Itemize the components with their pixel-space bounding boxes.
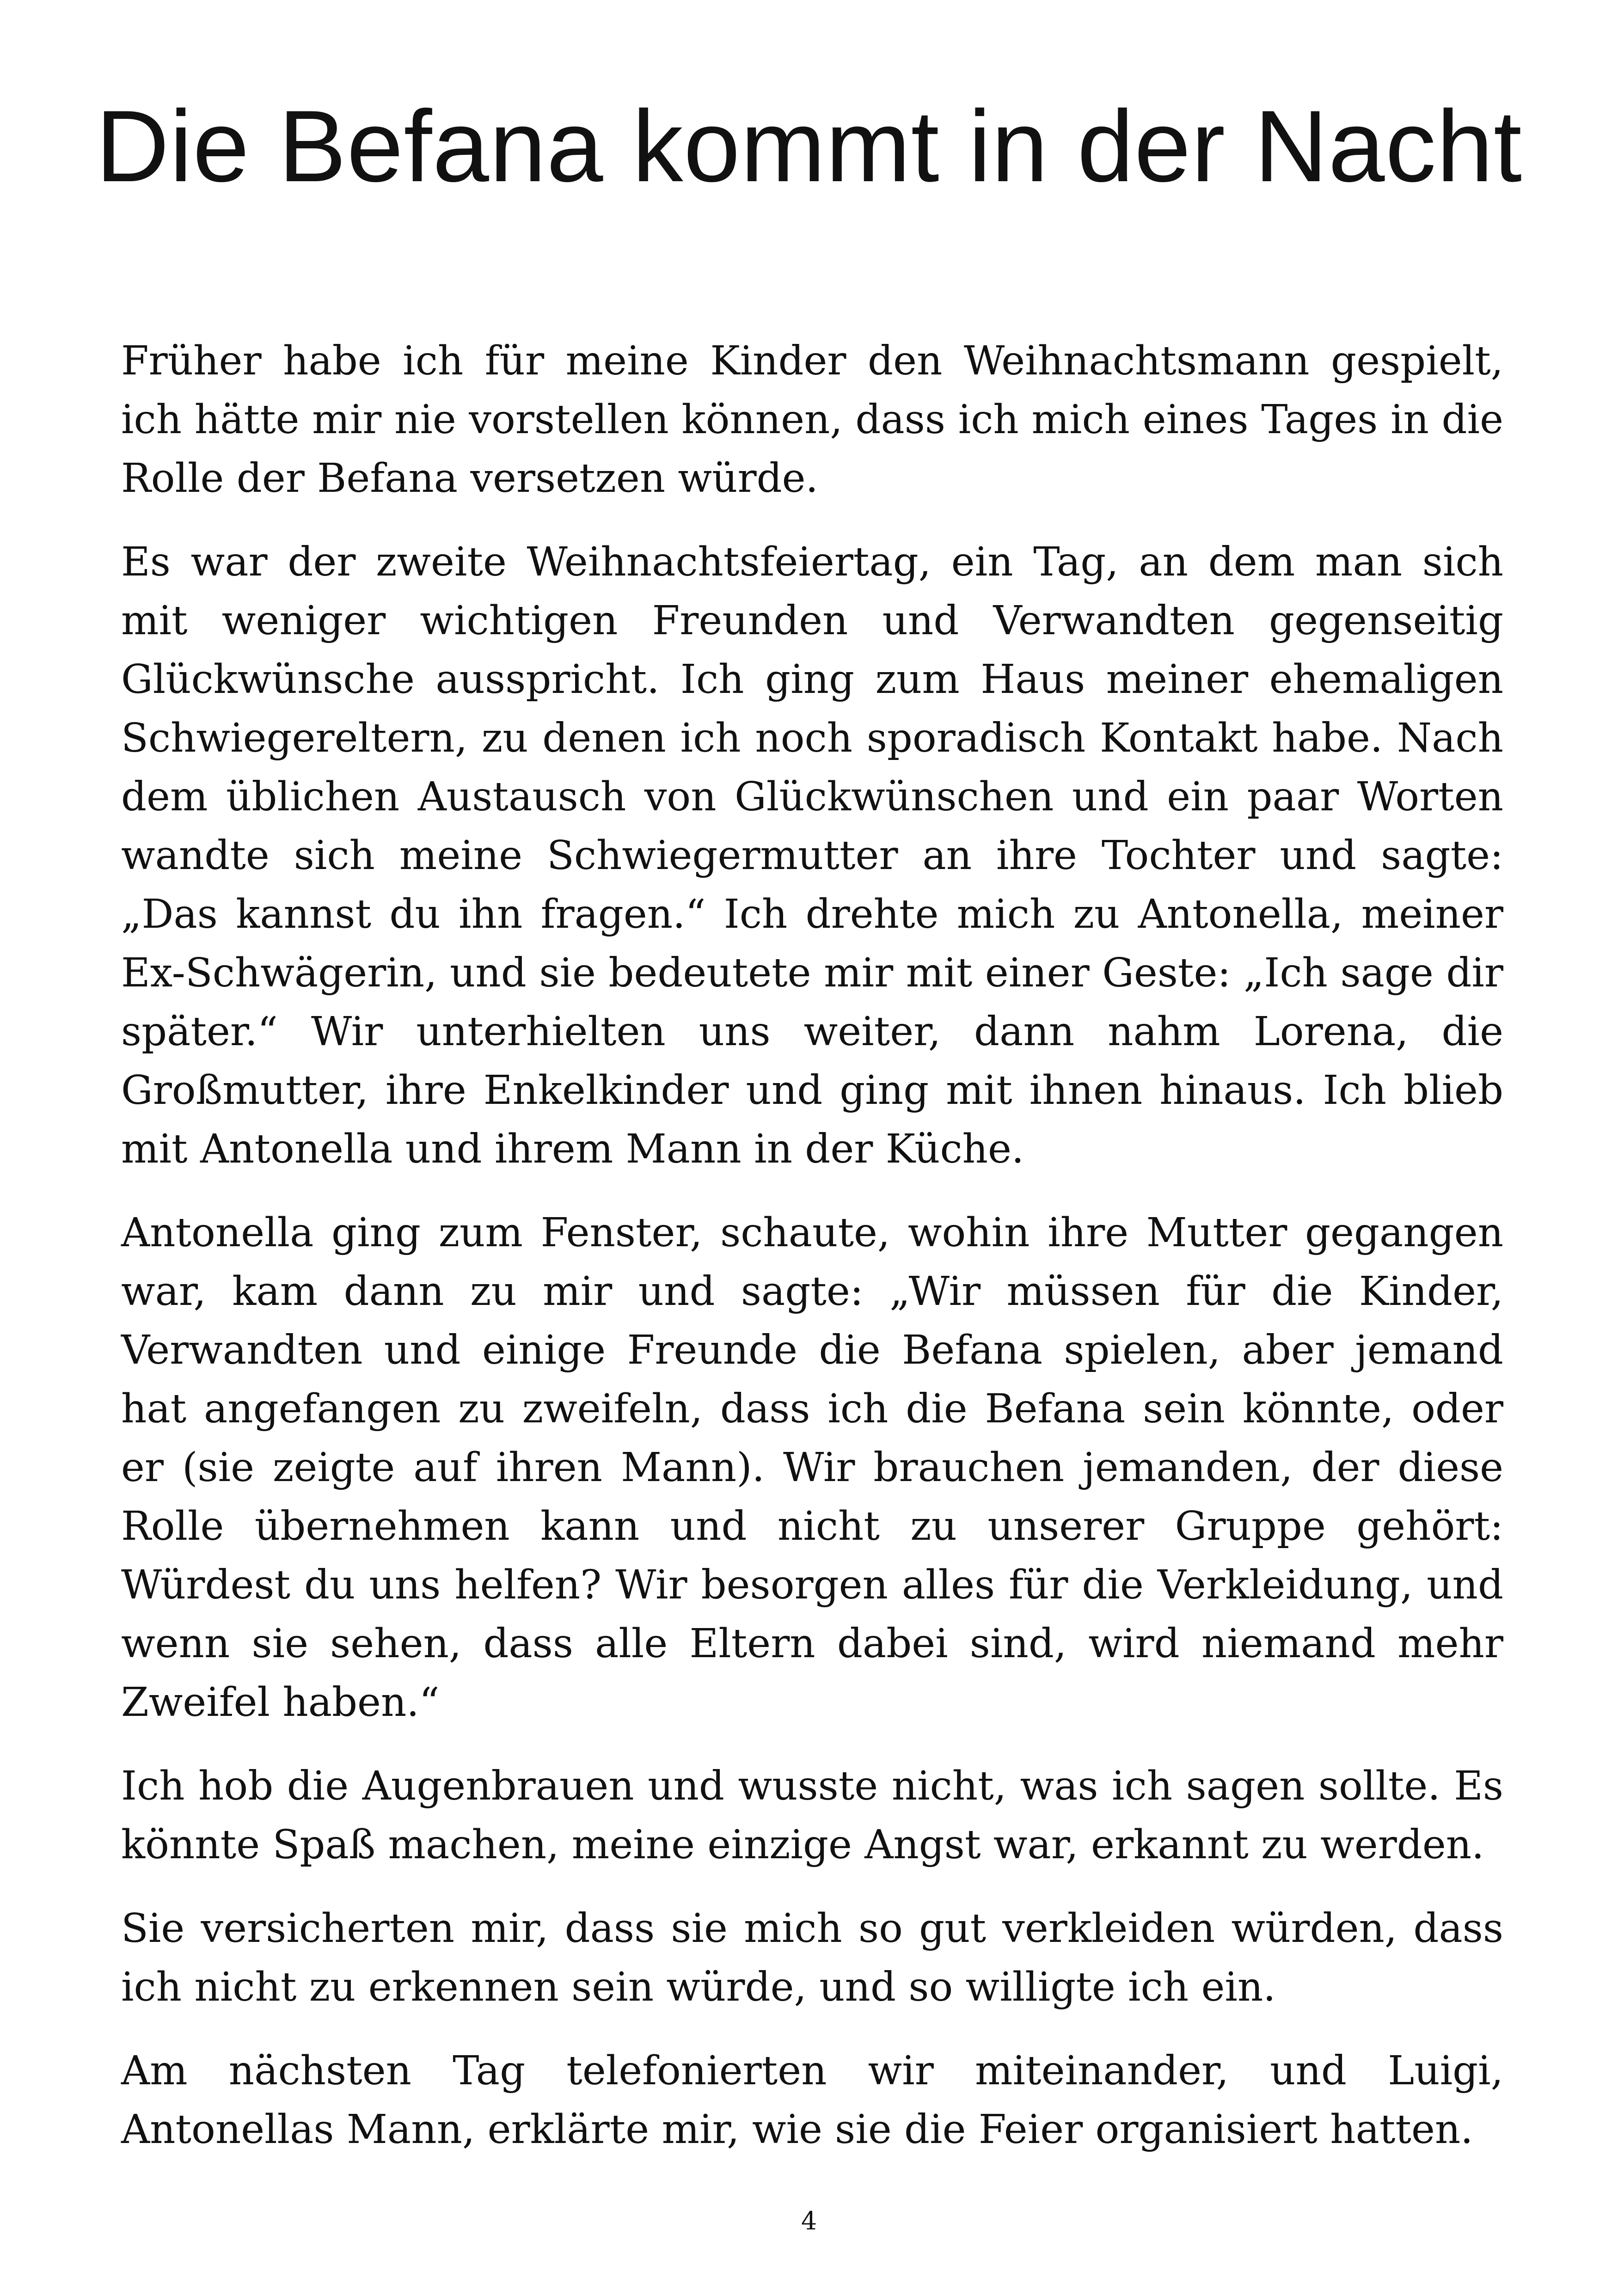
paragraph: Es war der zweite Weihnachtsfeiertag, ein Tag, an dem man sich mit weniger wichtigen Freunden und Verwandten gegenseitig Glückwünsche ausspricht. Ich ging zum Haus meiner ehemaligen Schwiegereltern, zu denen ich noch sporadisch Kontakt habe. Nach dem üblichen Austausch von Glückwünschen und ein paar Worten wandte sich meine Schwiegermutter an ihre Tochter und sagte: „Das kannst du ihn fragen.“ Ich drehte mich zu Antonella, meiner Ex-Schwägerin, und sie bedeutete mir mit einer Geste: „Ich sage dir später.“ Wir unterhielten uns weiter, dann nahm Lorena, die Großmutter, ihre Enkelkinder und ging mit ihnen hinaus. Ich blieb mit Antonella und ihrem Mann in der Küche.	[121, 539, 1503, 1172]
page-number: 4	[801, 2206, 817, 2235]
paragraph: Früher habe ich für meine Kinder den Weihnachtsmann gespielt, ich hätte mir nie vorstellen können, dass ich mich eines Tages in die Rolle der Befana versetzen würde.	[121, 338, 1503, 502]
paragraph: Sie versicherten mir, dass sie mich so gut verkleiden würden, dass ich nicht zu erkennen sein würde, und so willigte ich ein.	[121, 1905, 1503, 2010]
paragraph: Antonella ging zum Fenster, schaute, wohin ihre Mutter gegangen war, kam dann zu mir und sagte: „Wir müssen für die Kinder, Verwandten und einige Freunde die Befana spielen, aber jemand hat angefangen zu zweifeln, dass ich die Befana sein könnte, oder er (sie zeigte auf ihren Mann). Wir brauchen jemanden, der diese Rolle übernehmen kann und nicht zu unserer Gruppe gehört: Würdest du uns helfen? Wir besorgen alles für die Verkleidung, und wenn sie sehen, dass alle Eltern dabei sind, wird niemand mehr Zweifel haben.“	[121, 1210, 1503, 1726]
paragraph: Am nächsten Tag telefonierten wir miteinander, und Luigi, Antonellas Mann, erklärte mir, wie sie die Feier organisiert hatten.	[121, 2048, 1503, 2153]
paragraph: Ich hob die Augenbrauen und wusste nicht, was ich sagen sollte. Es könnte Spaß machen, meine einzige Angst war, erkannt zu werden.	[121, 1763, 1503, 1868]
page-title: Die Befana kommt in der Nacht	[96, 89, 1522, 203]
body-text	[121, 332, 1503, 2184]
